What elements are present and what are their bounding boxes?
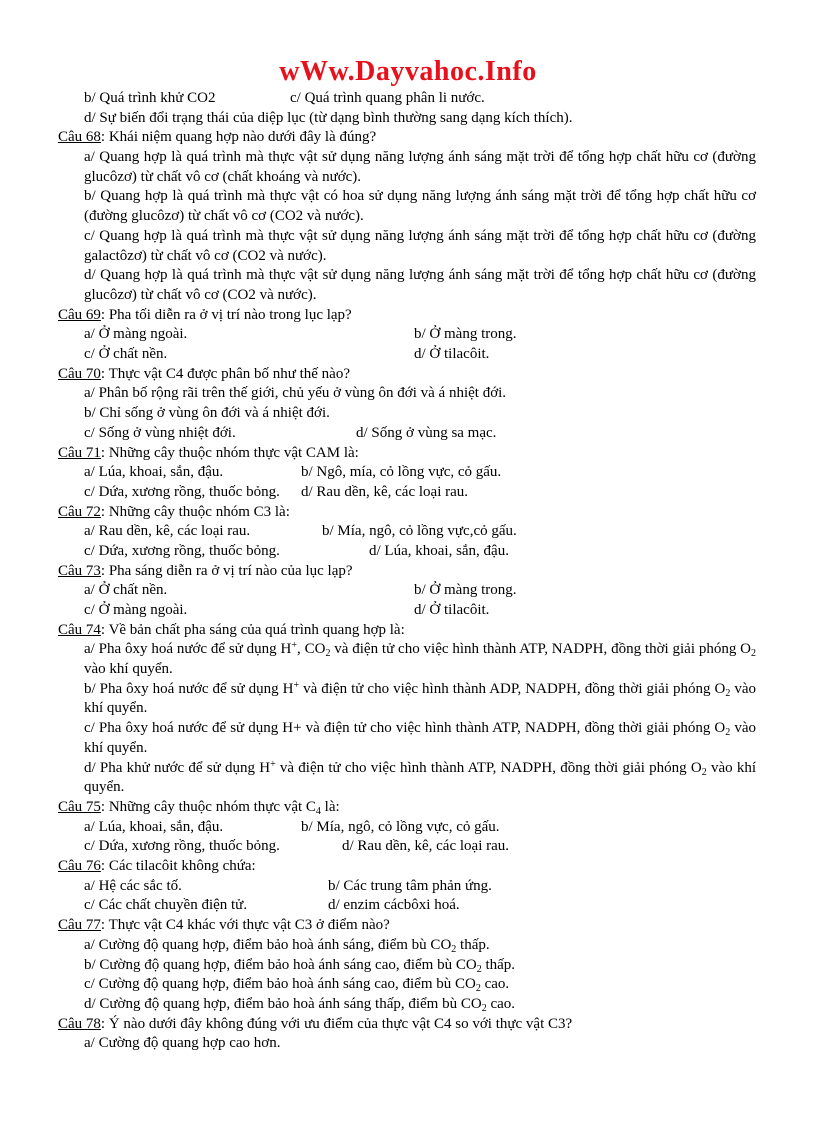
answer-a: a/ Ở chất nền. [84,582,168,599]
answer-row [58,896,756,916]
answer-b: b/ Ở màng trong. [414,326,517,343]
answer-c: c/ Quá trình quang phân li nước. [290,90,485,106]
answer-b: b/ Cường độ quang hợp, điểm bảo hoà ánh sáng cao, điểm bù $CO_2$ thấp. [84,956,516,975]
answer-row [58,463,756,483]
question-text: : Những cây thuộc nhóm thực vật C [100,799,316,815]
answer-d: d/ Sống ở vùng sa mạc. [356,424,497,441]
question-number: Câu 69 [58,306,101,323]
question-number: Câu 72 [58,503,101,520]
answer-c: c/ Ở chất nền. [84,346,168,363]
question-74 [58,621,756,641]
answer-d: d/ Quang hợp là quá trình mà thực vật sử dụng năng lượng ánh sáng mặt trời để tổng hợp chất hữu cơ (đường glucôzơ) từ chất vô cơ (CO2 và nước). [84,267,756,303]
question-69 [58,306,756,326]
question-72 [58,503,756,523]
answer-a: a/ Lúa, khoai, sắn, đậu. [84,818,224,835]
question-number: Câu 71 [58,444,101,461]
answer-b: b/ Mía, ngô, cỏ lồng vực, cỏ gấu. [301,818,500,835]
question-78 [58,1015,756,1035]
question-75: Câu 75: Những cây thuộc nhóm thực vật $C_4$ là: [58,799,340,817]
question-number: Câu 68 [58,129,101,146]
answer-c: c/ Dứa, xương rồng, thuốc bỏng. [84,838,280,855]
answer-d: d/ Ở tilacôit. [414,346,490,363]
answer-d: d/ enzim cácbôxi hoá. [328,897,460,914]
site-watermark-title: wWw.Dayvahoc.Info [279,56,537,87]
answer-row [58,89,756,109]
question-76 [58,857,756,877]
document-body [58,89,756,1054]
answer-b: b/ Quang hợp là quá trình mà thực vật có hoa sử dụng năng lượng ánh sáng mặt trời để tổng hợp chất hữu cơ (đường glucôzơ) từ chất vô cơ (CO2 và nước). [84,188,756,225]
question-number: Câu 75 [58,799,101,815]
answer-d: d/ Cường độ quang hợp, điểm bảo hoà ánh sáng thấp, điểm bù $CO_2$ cao. [84,995,516,1014]
answer-row [58,818,756,838]
answer-row [58,581,756,601]
answer-row [58,345,756,365]
question-number: Câu 73 [58,562,101,579]
answer-a: a/ Ở màng ngoài. [84,326,188,343]
question-71 [58,444,756,464]
answer-a: a/ Cường độ quang hợp, điểm bảo hoà ánh sáng, điểm bù $CO_2$ thấp. [84,936,490,955]
answer-c: c/ Quang hợp là quá trình mà thực vật sử dụng năng lượng ánh sáng mặt trời để tổng hợp chất hữu cơ (đường galactôzơ) từ chất vô cơ (CO2 và nước). [84,227,756,264]
answer-d: d/ Ở tilacôit. [414,602,490,618]
answer-row [58,483,756,503]
answer-a: a/ Rau dền, kê, các loại rau. [84,523,251,540]
answer-d: d/ Sự biến đổi trạng thái của diệp lục (từ dạng bình thường sang dạng kích thích). [84,109,573,126]
answer-row [58,522,756,542]
question-text: : Ý nào dưới đây không đúng với ưu điểm của thực vật C4 so với thực vật C3? [100,1015,573,1032]
answer-d: d/ Pha khử nước để sử dụng H+ và điện tử cho việc hình thành ATP, NADPH, đồng thời giải phóng $O_2$ vào khí quyển. [84,758,756,796]
question-text: : Pha tối diễn ra ở vị trí nào trong lục lạp? [100,306,352,323]
question-text: : Các tilacôit không chứa: [100,858,256,875]
question-number: Câu 74 [58,621,101,638]
answer-c: c/ Ở màng ngoài. [84,602,188,618]
question-text: : Thực vật C4 khác với thực vật C3 ở điểm nào? [100,917,390,934]
answer-d: d/ Rau dền, kê, các loại rau. [301,483,469,500]
answer-a: a/ Hệ các sắc tố. [84,877,182,894]
answer-row [58,542,756,562]
answer-c: c/ Sống ở vùng nhiệt đới. [84,424,236,441]
answer-row [58,877,756,897]
question-73 [58,562,756,582]
question-text: : Những cây thuộc nhóm C3 là: [100,503,290,520]
answer-d: d/ Rau dền, kê, các loại rau. [342,838,510,855]
answer-row [58,601,756,621]
answer-b: b/ Các trung tâm phản ứng. [328,877,492,894]
answer-a: a/ Lúa, khoai, sắn, đậu. [84,464,224,481]
question-70 [58,365,756,385]
question-text: : Những cây thuộc nhóm thực vật CAM là: [100,444,359,461]
answer-b: b/ Pha ôxy hoá nước để sử dụng H+ và điện tử cho việc hình thành ADP, NADPH, đồng thời giải phóng $O_2$ vào khí quyển. [84,679,756,717]
question-number: Câu 78 [58,1015,101,1032]
question-text: : Thực vật C4 được phân bố như thế nào? [100,365,350,382]
question-text: : Pha sáng diễn ra ở vị trí nào của lục lạp? [100,562,353,579]
answer-b: b/ Quá trình khử CO2 [84,90,216,106]
answer-a: a/ Quang hợp là quá trình mà thực vật sử dụng năng lượng ánh sáng mặt trời để tổng hợp chất hữu cơ (đường glucôzơ) từ chất vô cơ (chất khoáng và nước). [84,149,756,185]
answer-a: a/ Phân bố rộng rãi trên thế giới, chủ yếu ở vùng ôn đới và á nhiệt đới. [84,385,507,402]
answer-row [58,424,756,444]
question-68 [58,128,756,148]
answer-a: a/ Pha ôxy hoá nước để sử dụng H+, $CO_2$ và điện tử cho việc hình thành ATP, NADPH, đồng thời giải phóng $O_2$ vào khí quyển. [84,640,756,678]
answer-b: b/ Mía, ngô, cỏ lồng vực,cỏ gấu. [322,523,517,540]
answer-c: c/ Pha ôxy hoá nước để sử dụng H+ và điện tử cho việc hình thành ATP, NADPH, đồng thời giải phóng $O_2$ vào khí quyển. [84,720,756,756]
question-number: Câu 76 [58,858,101,875]
question-text: : Khái niệm quang hợp nào dưới đây là đúng? [100,129,377,146]
answer-b: b/ Chỉ sống ở vùng ôn đới và á nhiệt đới. [84,405,330,422]
answer-c: c/ Các chất chuyền điện tử. [84,897,248,914]
answer-row [58,837,756,857]
question-77 [58,916,756,936]
question-number: Câu 77 [58,917,101,934]
answer-b: b/ Ở màng trong. [414,582,517,599]
answer-b: b/ Ngô, mía, cỏ lồng vực, cỏ gấu. [301,464,502,481]
answer-d: d/ Lúa, khoai, sắn, đậu. [369,542,509,559]
question-text: : Về bản chất pha sáng của quá trình quang hợp là: [100,621,405,638]
answer-a: a/ Cường độ quang hợp cao hơn. [84,1035,281,1052]
question-number: Câu 70 [58,365,101,382]
answer-row [58,325,756,345]
answer-c: c/ Dứa, xương rồng, thuốc bỏng. [84,483,280,500]
answer-c: c/ Dứa, xương rồng, thuốc bỏng. [84,542,280,559]
answer-c: c/ Cường độ quang hợp, điểm bảo hoà ánh sáng cao, điểm bù $CO_2$ cao. [84,976,510,995]
